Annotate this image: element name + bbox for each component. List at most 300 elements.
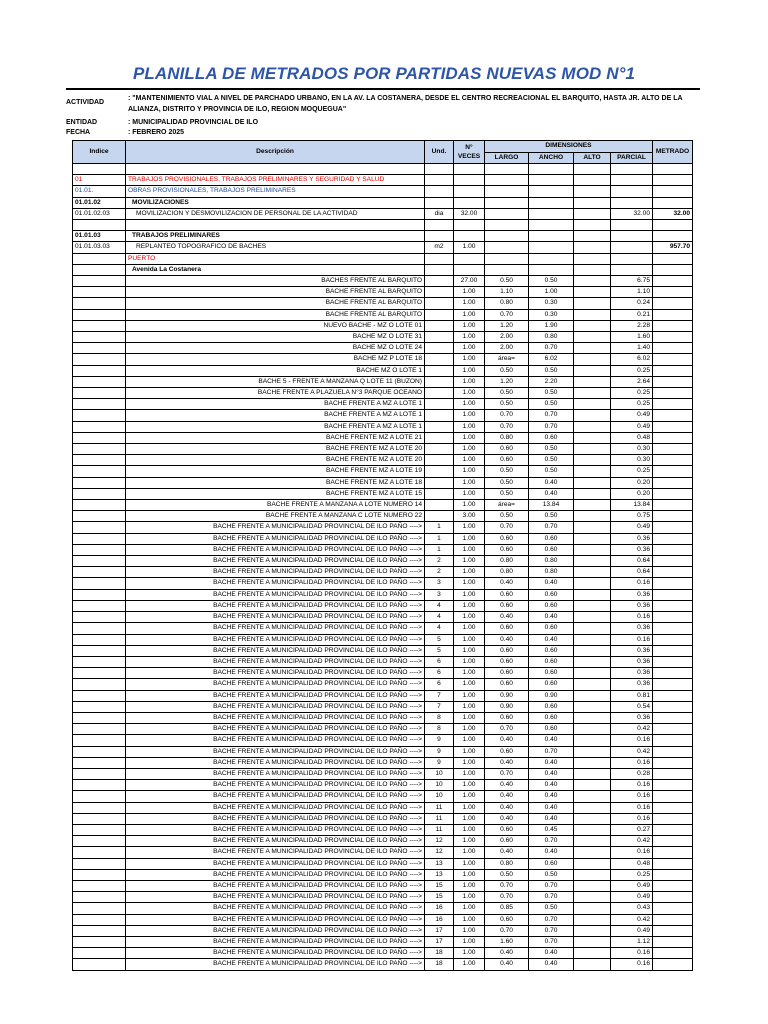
cell-und: 8 [425,712,454,723]
cell-ancho: 0.40 [529,948,574,959]
cell-parcial: 0.81 [611,690,653,701]
cell-metrado [653,668,693,679]
cell-ancho [529,208,574,219]
cell-largo: 0.60 [485,645,529,656]
cell-metrado [653,746,693,757]
cell-alto [574,578,611,589]
cell-indice: 01.01.02.03 [73,208,126,219]
cell-ancho [529,231,574,242]
cell-indice: 01.01.03.03 [73,242,126,253]
cell-descripcion: BACHE FRENTE A MUNICIPALIDAD PROVINCIAL DE ILO PAÑO ----> [126,701,425,712]
cell-alto [574,298,611,309]
cell-metrado [653,701,693,712]
cell-ancho: 0.40 [529,791,574,802]
cell-parcial: 0.36 [611,645,653,656]
cell-parcial: 2.28 [611,320,653,331]
cell-ancho: 0.70 [529,522,574,533]
cell-largo: 0.70 [485,410,529,421]
cell-veces: 1.00 [454,880,485,891]
cell-descripcion: BACHE FRENTE A MUNICIPALIDAD PROVINCIAL DE ILO PAÑO ----> [126,735,425,746]
table-row [73,220,693,231]
cell-largo: 0.80 [485,556,529,567]
cell-metrado [653,735,693,746]
cell-alto [574,712,611,723]
cell-parcial: 0.16 [611,780,653,791]
cell-und [425,309,454,320]
cell-alto [574,488,611,499]
fecha-label: FECHA [66,129,91,136]
cell-alto [574,847,611,858]
cell-metrado [653,634,693,645]
cell-ancho [529,164,574,175]
cell-largo: 0.40 [485,791,529,802]
cell-metrado [653,376,693,387]
title-divider [66,88,700,90]
cell-largo: 0.40 [485,578,529,589]
cell-largo: 0.70 [485,768,529,779]
cell-indice [73,634,126,645]
cell-largo [485,164,529,175]
table-row [73,948,693,959]
cell-ancho: 0.60 [529,668,574,679]
cell-descripcion: BACHE FRENTE MZ A LOTE 21 [126,432,425,443]
cell-und [425,388,454,399]
cell-ancho: 0.50 [529,365,574,376]
cell-descripcion: BACHE FRENTE A MUNICIPALIDAD PROVINCIAL DE ILO PAÑO ----> [126,824,425,835]
cell-parcial: 1.40 [611,343,653,354]
cell-largo: 0.60 [485,836,529,847]
cell-parcial: 0.16 [611,959,653,970]
cell-alto [574,276,611,287]
cell-indice [73,612,126,623]
cell-parcial: 0.42 [611,724,653,735]
cell-largo: 0.50 [485,466,529,477]
cell-veces: 32.00 [454,208,485,219]
cell-alto [574,768,611,779]
cell-metrado [653,578,693,589]
cell-veces: 1.00 [454,836,485,847]
cell-veces: 1.00 [454,488,485,499]
cell-descripcion: BACHE FRENTE A MUNICIPALIDAD PROVINCIAL DE ILO PAÑO ----> [126,522,425,533]
cell-alto [574,466,611,477]
cell-metrado [653,175,693,186]
cell-indice [73,533,126,544]
header-dimensiones: DIMENSIONES [485,141,653,153]
cell-metrado [653,813,693,824]
cell-alto [574,399,611,410]
cell-parcial: 0.64 [611,556,653,567]
cell-descripcion: NUEVO BACHE - MZ O LOTE 01 [126,320,425,331]
cell-indice: 01.01. [73,186,126,197]
cell-largo: 0.40 [485,757,529,768]
cell-descripcion: BACHE FRENTE A MUNICIPALIDAD PROVINCIAL DE ILO PAÑO ----> [126,589,425,600]
cell-ancho: 0.40 [529,735,574,746]
cell-indice [73,466,126,477]
cell-indice [73,455,126,466]
table-row [73,645,693,656]
actividad-line-2: ALIANZA, DISTRITO Y PROVINCIA DE ILO, REGION MOQUEGUA" [128,106,347,113]
cell-veces: 1.00 [454,522,485,533]
cell-descripcion: BACHE FRENTE A MUNICIPALIDAD PROVINCIAL DE ILO PAÑO ----> [126,600,425,611]
cell-und: 13 [425,869,454,880]
cell-veces [454,164,485,175]
table-row [73,376,693,387]
cell-parcial [611,253,653,264]
cell-und: 3 [425,578,454,589]
cell-und: 9 [425,735,454,746]
header-alto: ALTO [574,152,611,164]
cell-metrado [653,253,693,264]
cell-largo: 0.40 [485,959,529,970]
table-row [73,757,693,768]
cell-und: 10 [425,768,454,779]
cell-veces: 1.00 [454,690,485,701]
cell-und: 10 [425,791,454,802]
cell-ancho: 0.40 [529,847,574,858]
cell-ancho: 0.40 [529,802,574,813]
cell-ancho: 0.50 [529,869,574,880]
cell-alto [574,231,611,242]
table-row [73,768,693,779]
table-row [73,175,693,186]
cell-ancho [529,242,574,253]
cell-largo: 0.80 [485,298,529,309]
cell-descripcion: BACHE FRENTE A MUNICIPALIDAD PROVINCIAL DE ILO PAÑO ----> [126,544,425,555]
cell-und [425,477,454,488]
cell-metrado [653,511,693,522]
cell-alto [574,455,611,466]
cell-alto [574,567,611,578]
cell-veces: 1.00 [454,948,485,959]
cell-largo: 0.70 [485,892,529,903]
cell-descripcion: BACHE FRENTE A MUNICIPALIDAD PROVINCIAL DE ILO PAÑO ----> [126,656,425,667]
cell-descripcion: MOVILIZACION Y DESMOVILIZACION DE PERSONAL DE LA ACTIVIDAD [126,208,425,219]
cell-metrado [653,824,693,835]
cell-und: 3 [425,589,454,600]
cell-indice [73,668,126,679]
cell-descripcion: BACHE MZ O LOTE 31 [126,332,425,343]
table-row [73,656,693,667]
cell-veces: 1.00 [454,544,485,555]
table-row [73,735,693,746]
cell-largo: 1.10 [485,287,529,298]
cell-ancho: 0.60 [529,432,574,443]
table-row [73,869,693,880]
cell-veces: 27.00 [454,276,485,287]
cell-parcial: 0.49 [611,880,653,891]
cell-veces: 1.00 [454,634,485,645]
cell-parcial: 0.16 [611,757,653,768]
cell-und: 7 [425,690,454,701]
cell-veces: 1.00 [454,712,485,723]
cell-alto [574,600,611,611]
cell-metrado [653,679,693,690]
cell-veces: 3.00 [454,511,485,522]
cell-und [425,220,454,231]
cell-ancho: 0.40 [529,477,574,488]
cell-largo: 0.60 [485,824,529,835]
table-row [73,298,693,309]
cell-largo: 0.60 [485,746,529,757]
cell-descripcion: BACHE FRENTE A MUNICIPALIDAD PROVINCIAL DE ILO PAÑO ----> [126,858,425,869]
cell-largo: 0.60 [485,444,529,455]
cell-largo [485,175,529,186]
cell-indice [73,768,126,779]
cell-und: 9 [425,746,454,757]
cell-alto [574,925,611,936]
cell-largo: 0.50 [485,276,529,287]
cell-indice [73,287,126,298]
cell-und [425,354,454,365]
cell-descripcion: BACHE FRENTE AL BARQUITO [126,309,425,320]
cell-indice [73,858,126,869]
table-row [73,712,693,723]
cell-parcial: 0.16 [611,612,653,623]
cell-metrado [653,421,693,432]
cell-ancho: 0.80 [529,556,574,567]
cell-und [425,444,454,455]
cell-descripcion: BACHE FRENTE A MUNICIPALIDAD PROVINCIAL DE ILO PAÑO ----> [126,914,425,925]
cell-parcial: 32.00 [611,208,653,219]
table-row [73,578,693,589]
cell-und: 15 [425,880,454,891]
cell-descripcion: BACHE FRENTE A MUNICIPALIDAD PROVINCIAL DE ILO PAÑO ----> [126,880,425,891]
cell-metrado [653,354,693,365]
cell-descripcion: BACHE FRENTE A MUNICIPALIDAD PROVINCIAL DE ILO PAÑO ----> [126,948,425,959]
cell-veces: 1.00 [454,679,485,690]
cell-parcial: 0.25 [611,365,653,376]
cell-ancho: 0.50 [529,388,574,399]
table-row [73,903,693,914]
cell-parcial: 0.42 [611,914,653,925]
cell-ancho: 0.70 [529,925,574,936]
cell-und: 9 [425,757,454,768]
cell-descripcion: BACHE FRENTE A MUNICIPALIDAD PROVINCIAL DE ILO PAÑO ----> [126,768,425,779]
cell-veces: 1.00 [454,780,485,791]
table-row [73,320,693,331]
cell-parcial: 6.75 [611,276,653,287]
cell-und: 4 [425,612,454,623]
cell-veces: 1.00 [454,724,485,735]
cell-metrado [653,925,693,936]
cell-alto [574,511,611,522]
cell-ancho: 0.60 [529,600,574,611]
cell-largo: 0.50 [485,488,529,499]
cell-und: 12 [425,847,454,858]
cell-parcial: 0.25 [611,399,653,410]
table-row [73,444,693,455]
cell-largo: 0.60 [485,455,529,466]
cell-und: 7 [425,701,454,712]
cell-und [425,276,454,287]
table-row [73,186,693,197]
cell-largo: 0.70 [485,421,529,432]
cell-metrado [653,600,693,611]
cell-alto [574,332,611,343]
cell-parcial: 1.60 [611,332,653,343]
cell-metrado [653,791,693,802]
cell-parcial: 0.54 [611,701,653,712]
cell-und: 17 [425,925,454,936]
cell-descripcion: BACHE FRENTE A MUNICIPALIDAD PROVINCIAL DE ILO PAÑO ----> [126,746,425,757]
cell-descripcion: BACHE FRENTE A MUNICIPALIDAD PROVINCIAL DE ILO PAÑO ----> [126,780,425,791]
cell-descripcion: BACHE 5 - FRENTE A MANZANA Q LOTE 11 (BUZON) [126,376,425,387]
fecha-value: : FEBRERO 2025 [128,129,185,136]
cell-parcial: 0.64 [611,567,653,578]
cell-parcial: 0.42 [611,836,653,847]
cell-ancho: 0.50 [529,511,574,522]
cell-veces: 1.00 [454,444,485,455]
cell-veces: 1.00 [454,410,485,421]
cell-alto [574,780,611,791]
cell-parcial [611,231,653,242]
cell-metrado [653,455,693,466]
cell-veces: 1.00 [454,500,485,511]
cell-largo: área= [485,354,529,365]
cell-descripcion: BACHES FRENTE AL BARQUITO [126,276,425,287]
cell-veces: 1.00 [454,936,485,947]
cell-ancho: 0.30 [529,298,574,309]
cell-ancho [529,197,574,208]
cell-parcial: 0.48 [611,858,653,869]
table-row [73,410,693,421]
cell-veces: 1.00 [454,556,485,567]
cell-ancho: 1.90 [529,320,574,331]
header-veces: N° VECES [454,141,485,164]
cell-veces: 1.00 [454,813,485,824]
cell-und: dia [425,208,454,219]
cell-descripcion: BACHE FRENTE A MUNICIPALIDAD PROVINCIAL DE ILO PAÑO ----> [126,556,425,567]
cell-indice [73,824,126,835]
cell-indice [73,836,126,847]
cell-indice [73,600,126,611]
cell-indice [73,365,126,376]
cell-alto [574,690,611,701]
cell-metrado [653,332,693,343]
cell-veces: 1.00 [454,959,485,970]
cell-veces: 1.00 [454,892,485,903]
cell-largo [485,264,529,275]
cell-parcial: 0.28 [611,768,653,779]
cell-descripcion: MOVILIZACIONES [126,197,425,208]
cell-indice [73,948,126,959]
table-row [73,343,693,354]
table-row [73,802,693,813]
cell-und: 6 [425,668,454,679]
entidad-value: : MUNICIPALIDAD PROVINCIAL DE ILO [128,119,259,126]
table-row [73,813,693,824]
cell-indice [73,869,126,880]
cell-metrado [653,186,693,197]
cell-parcial: 0.16 [611,791,653,802]
cell-parcial: 2.64 [611,376,653,387]
cell-veces: 1.00 [454,466,485,477]
cell-ancho: 0.50 [529,399,574,410]
cell-indice [73,936,126,947]
cell-ancho: 0.60 [529,679,574,690]
cell-metrado [653,488,693,499]
cell-indice [73,589,126,600]
cell-metrado [653,880,693,891]
cell-metrado [653,556,693,567]
cell-parcial: 0.36 [611,533,653,544]
cell-und: 16 [425,903,454,914]
cell-alto [574,208,611,219]
cell-metrado [653,399,693,410]
cell-metrado [653,432,693,443]
cell-ancho [529,186,574,197]
cell-und [425,511,454,522]
cell-largo: 0.50 [485,399,529,410]
cell-alto [574,802,611,813]
cell-ancho: 0.60 [529,701,574,712]
cell-largo: 0.40 [485,948,529,959]
cell-und [425,500,454,511]
header-indice: Indice [73,141,126,164]
cell-indice [73,645,126,656]
cell-und [425,332,454,343]
cell-veces: 1.00 [454,903,485,914]
cell-alto [574,791,611,802]
cell-und: 1 [425,522,454,533]
cell-ancho: 0.40 [529,959,574,970]
cell-descripcion: BACHE FRENTE A PLAZUELA N°3 PARQUE OCEANO [126,388,425,399]
cell-largo: 1.20 [485,320,529,331]
cell-ancho: 0.40 [529,612,574,623]
cell-parcial: 0.16 [611,948,653,959]
cell-indice [73,724,126,735]
cell-veces: 1.00 [454,668,485,679]
cell-indice [73,421,126,432]
cell-descripcion: BACHE MZ O LOTE 1 [126,365,425,376]
cell-ancho: 0.70 [529,410,574,421]
cell-indice [73,656,126,667]
cell-und [425,320,454,331]
cell-und [425,253,454,264]
cell-alto [574,589,611,600]
cell-alto [574,522,611,533]
cell-metrado [653,847,693,858]
cell-veces: 1.00 [454,858,485,869]
cell-metrado [653,959,693,970]
table-row [73,634,693,645]
cell-ancho: 0.40 [529,780,574,791]
cell-und [425,410,454,421]
cell-metrado [653,220,693,231]
table-row [73,242,693,253]
cell-alto [574,645,611,656]
table-row [73,959,693,970]
cell-alto [574,365,611,376]
cell-alto [574,388,611,399]
cell-descripcion: BACHE FRENTE AL BARQUITO [126,287,425,298]
cell-indice [73,276,126,287]
cell-largo: 0.70 [485,925,529,936]
cell-veces: 1.00 [454,298,485,309]
cell-indice [73,354,126,365]
cell-metrado [653,836,693,847]
cell-alto [574,824,611,835]
cell-parcial: 0.36 [611,600,653,611]
cell-indice [73,432,126,443]
cell-descripcion: BACHE FRENTE A MZ A LOTE 1 [126,399,425,410]
cell-veces: 1.00 [454,600,485,611]
cell-und [425,488,454,499]
cell-veces: 1.00 [454,701,485,712]
cell-und: 11 [425,802,454,813]
cell-largo: 0.50 [485,869,529,880]
cell-largo: 0.40 [485,780,529,791]
